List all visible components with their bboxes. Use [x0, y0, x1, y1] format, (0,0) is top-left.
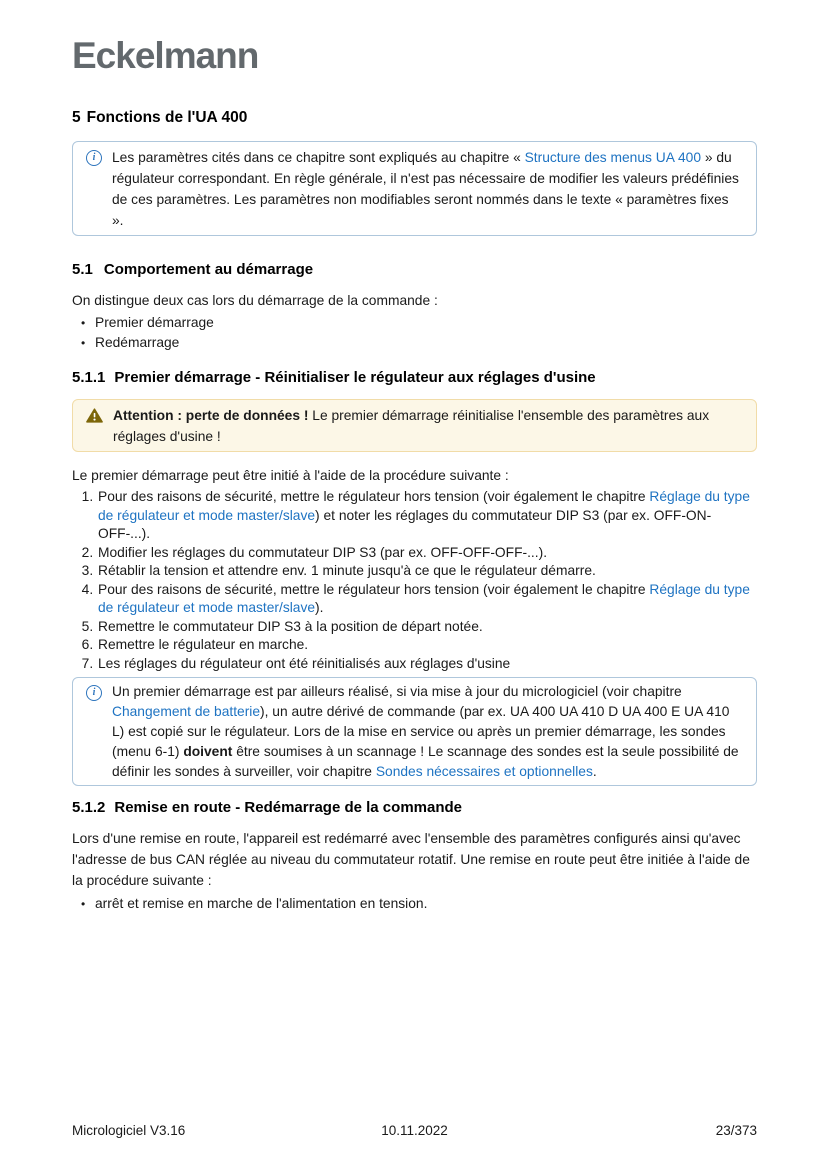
warning-text: [113, 405, 742, 447]
procedure-step: [97, 655, 757, 674]
chapter-number: 5: [72, 109, 81, 126]
text-run: Pour des raisons de sécurité, mettre le régulateur hors tension (voir également le chapitre: [98, 489, 650, 504]
section-5-1-2-heading: [72, 798, 757, 817]
text-run: ).: [315, 600, 324, 615]
section-5-1-1-number: 5.1.1: [72, 369, 106, 386]
chapter-title: Fonctions de l'UA 400: [86, 109, 248, 126]
footer-firmware-version: Micrologiciel V3.16: [72, 1123, 186, 1138]
procedure-steps-list: [72, 488, 757, 673]
text-run: Les réglages du régulateur ont été réinitialisés aux réglages d'usine: [98, 655, 511, 671]
section-5-1-2-number: 5.1.2: [72, 799, 106, 816]
text-run: Attention : perte de données !: [113, 408, 309, 423]
section-5-1-heading: [72, 260, 757, 279]
restart-procedure-list: [72, 894, 757, 914]
section-5-1-number: 5.1: [72, 261, 93, 278]
list-item: • arrêt et remise en marche de l'alimentation en tension.: [95, 894, 757, 914]
text-run: ), un autre dérivé de commande (par ex. UA 400 UA 410 D UA 400 E UA 410 L) est copié sur le régulateur. Lors de la mise en service ou après un premier démarrage, les sondes (menu 6-1): [112, 704, 730, 759]
section-5-1-1-title: Premier démarrage - Réinitialiser le régulateur aux réglages d'usine: [114, 369, 596, 386]
text-run: Remettre le commutateur DIP S3 à la position de départ notée.: [98, 618, 483, 634]
chapter-heading: [72, 108, 757, 127]
section-5-1-2-paragraph: Lors d'une remise en route, l'appareil est redémarré avec l'ensemble des paramètres configurés ainsi qu'avec l'adresse de bus CAN réglée au niveau du commutateur rotatif. Une remise en route peut être initiée à l'aide de la procédure suivante :: [72, 831, 750, 888]
procedure-step: [97, 618, 757, 637]
text-run: être soumises à un scannage ! Le scannage des sondes est la seule possibilité de définir les sondes à surveiller, voir chapitre: [112, 744, 739, 779]
chapter-cross-reference-link[interactable]: Structure des menus UA 400: [524, 150, 701, 165]
warning-box: [72, 399, 757, 452]
text-run: » du régulateur correspondant. En règle générale, il n'est pas nécessaire de modifier les valeurs prédéfinies de ces paramètres. Les paramètres non modifiables seront nommés dans le texte « paramètres fixes ».: [112, 150, 739, 228]
company-logo: Eckelmann: [72, 35, 259, 76]
procedure-step: [97, 488, 757, 544]
info-box-1-text: [112, 147, 742, 231]
info-box-2-text: [112, 682, 742, 782]
chapter-cross-reference-link[interactable]: Sondes nécessaires et optionnelles: [375, 764, 593, 779]
procedure-step: [97, 562, 757, 581]
info-icon-wrap: [86, 682, 102, 782]
section-5-1-intro: On distingue deux cas lors du démarrage de la commande :: [72, 293, 438, 308]
text-run: Remettre le régulateur en marche.: [98, 637, 309, 652]
text-run: Rétablir la tension et attendre env. 1 minute jusqu'à ce que le régulateur démarre.: [98, 563, 596, 578]
text-run: Les paramètres cités dans ce chapitre sont expliqués au chapitre «: [112, 150, 525, 165]
procedure-step: [97, 544, 757, 563]
info-box-2: [72, 677, 757, 786]
chapter-cross-reference-link[interactable]: Réglage du type de régulateur et mode master/slave: [98, 581, 750, 615]
info-icon: [86, 685, 102, 701]
page-footer: [72, 1122, 757, 1139]
text-run: Le premier démarrage réinitialise l'ensemble des paramètres aux réglages d'usine !: [113, 408, 710, 444]
list-item: • Premier démarrage: [95, 313, 757, 333]
text-run: .: [592, 764, 597, 779]
section-5-1-1-heading: [72, 368, 757, 387]
text-run: Pour des raisons de sécurité, mettre le régulateur hors tension (voir également le chapitre: [98, 581, 650, 597]
procedure-step: [97, 581, 757, 618]
chapter-cross-reference-link[interactable]: Réglage du type de régulateur et mode master/slave: [98, 489, 750, 523]
list-item: • Redémarrage: [95, 333, 757, 353]
chapter-cross-reference-link[interactable]: Changement de batterie: [112, 704, 261, 719]
info-box-1: [72, 141, 757, 236]
text-run: Un premier démarrage est par ailleurs réalisé, si via mise à jour du micrologiciel (voir chapitre: [112, 684, 682, 699]
text-run: Modifier les réglages du commutateur DIP S3 (par ex. OFF-OFF-OFF-...).: [98, 544, 548, 560]
section-5-1-title: Comportement au démarrage: [103, 261, 314, 278]
info-icon-wrap: [86, 147, 102, 231]
text-run: ) et noter les réglages du commutateur DIP S3 (par ex. OFF-ON-OFF-...).: [98, 507, 712, 541]
procedure-intro: Le premier démarrage peut être initié à l'aide de la procédure suivante :: [72, 468, 509, 483]
section-5-1-2-title: Remise en route - Redémarrage de la commande: [114, 799, 462, 816]
procedure-step: [97, 636, 757, 655]
footer-date: 10.11.2022: [381, 1123, 448, 1138]
text-run: doivent: [183, 744, 233, 759]
info-icon: [86, 150, 102, 166]
startup-cases-list: [72, 313, 757, 353]
footer-page-number: 23/373: [715, 1123, 757, 1138]
warning-triangle-icon: [86, 405, 103, 447]
